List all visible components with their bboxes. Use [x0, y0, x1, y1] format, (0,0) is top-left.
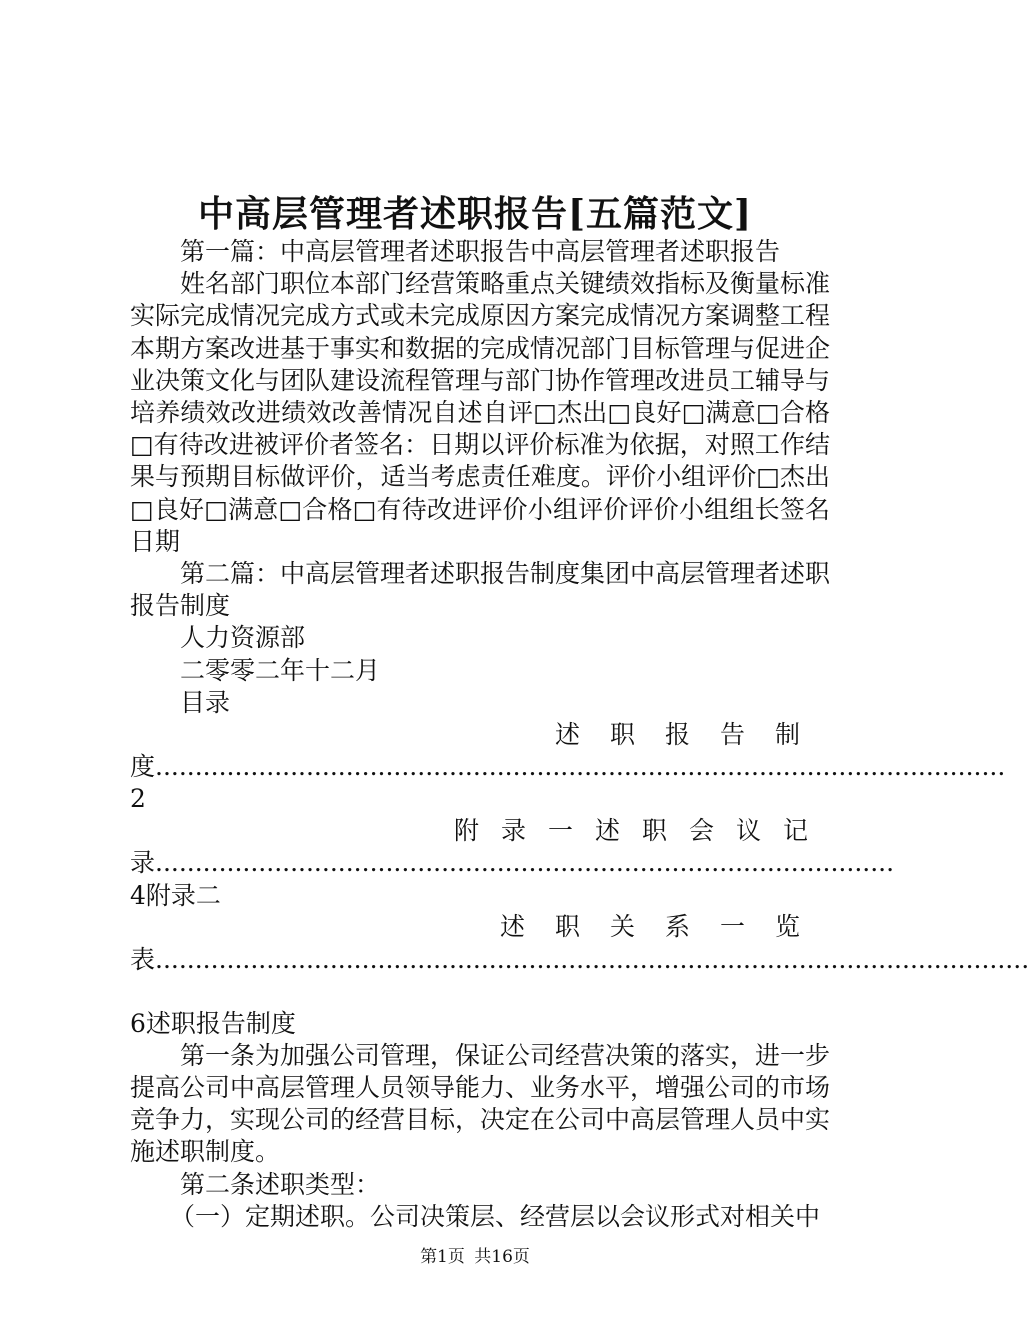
paragraph-article-2-item-1: （一）定期述职。公司决策层、经营层以会议形式对相关中 — [170, 1201, 821, 1231]
paragraph-department: 人力资源部 — [180, 623, 306, 653]
toc-entry-3-head: 述职关系一览 — [499, 912, 830, 942]
page-total: 共16页 — [474, 1247, 530, 1267]
toc-heading: 目录 — [180, 687, 231, 717]
document-title: 中高层管理者述职报告[五篇范文] — [197, 193, 753, 235]
toc-entry-1-head: 述职报告制 — [554, 720, 830, 750]
paragraph-article-1: 第一条为加强公司管理，保证公司经营决策的落实，进一步提高公司中高层管理人员领导能力、业务水平，增强公司的市场竞争力，实现公司的经营目标，决定在公司中高层管理人员中实施述职制度。 — [130, 1040, 831, 1167]
paragraph-chapter-2-heading: 第二篇：中高层管理者述职报告制度集团中高层管理者述职报告制度 — [130, 559, 831, 621]
paragraph-chapter-1-heading: 第一篇：中高层管理者述职报告中高层管理者述职报告 — [180, 237, 781, 266]
toc-entry-3-end: 6述职报告制度 — [130, 1008, 296, 1038]
paragraph-date: 二零零二年十二月 — [180, 655, 381, 685]
paragraph-article-2: 第二条述职类型： — [180, 1169, 381, 1199]
toc-entry-3-leader: 表.............................................................................................................. — [130, 944, 1029, 974]
page-footer — [0, 1242, 950, 1267]
toc-entry-2-head: 附录一述职会议记 — [430, 815, 830, 847]
page-number: 第1页 — [420, 1247, 465, 1267]
toc-entry-1-leader: 度...........................................................................................................2 — [130, 752, 1006, 814]
document-body — [130, 236, 1029, 1233]
paragraph-chapter-1-body: 姓名部门职位本部门经营策略重点关键绩效指标及衡量标准实际完成情况完成方式或未完成原因方案完成情况方案调整工程本期方案改进基于事实和数据的完成情况部门目标管理与促进企业决策文化与团队建设流程管理与部门协作管理改进员工辅导与培养绩效改进绩效改善情况自述自评□杰出□良好□满意□合格□有待改进被评价者签名：日期以评价标准为依据，对照工作结果与预期目标做评价，适当考虑责任难度。评价小组评价□杰出□良好□满意□合格□有待改进评价小组评价评价小组组长签名日期 — [130, 269, 831, 556]
toc-entry-2-leader: 录.............................................................................................4附录二 — [130, 848, 895, 910]
